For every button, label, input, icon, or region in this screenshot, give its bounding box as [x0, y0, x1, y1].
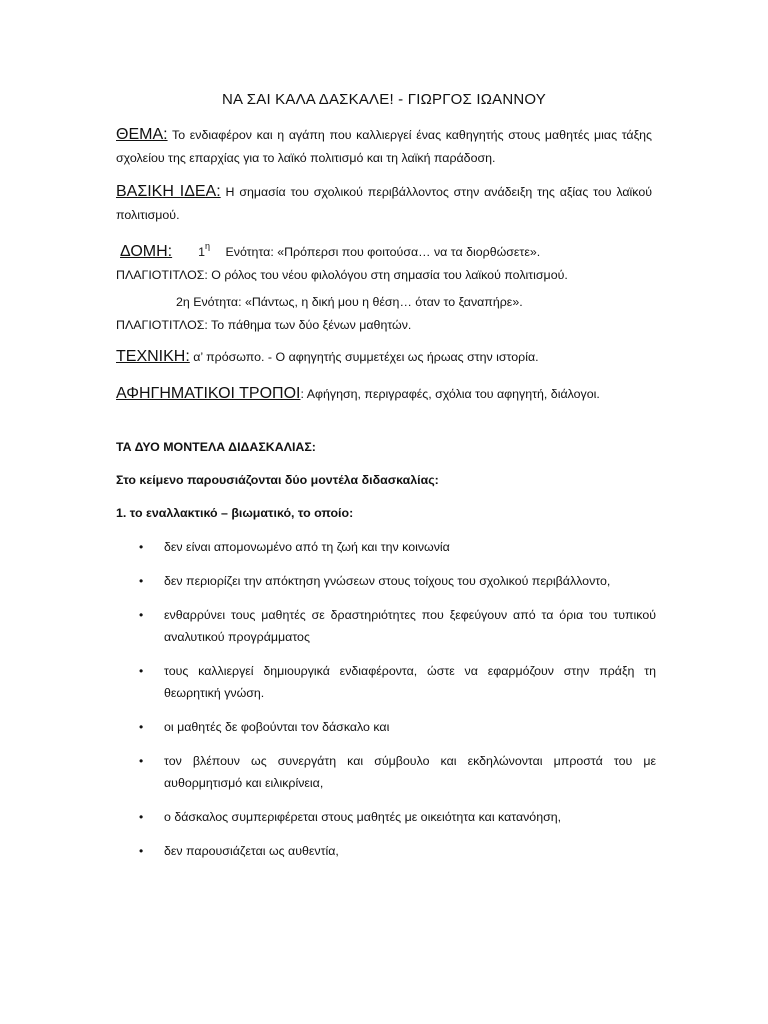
bullet-dot-icon: •	[139, 754, 144, 768]
vasiki-idea-text: Η σημασία του σχολικού περιβάλλοντος στην ανάδειξη της αξίας του λαϊκού πολιτισμού.	[116, 185, 652, 222]
afigimatikoi-paragraph	[116, 382, 652, 406]
list-item: • δεν περιορίζει την απόκτηση γνώσεων στους τοίχους του σχολικού περιβάλλοντο,	[136, 570, 656, 592]
thema-paragraph	[116, 123, 652, 170]
document-title: ΝΑ ΣΑΙ ΚΑΛΑ ΔΑΣΚΑΛΕ! - ΓΙΩΡΓΟΣ ΙΩΑΝΝΟΥ	[221, 91, 547, 108]
thema-text: Το ενδιαφέρον και η αγάπη που καλλιεργεί ένας καθηγητής στους μαθητές μιας τάξης σχολείου της επαρχίας για το λαϊκό πολιτισμό και τη λαϊκή παράδοση.	[116, 128, 652, 165]
afigimatikoi-text: Αφήγηση, περιγραφές, σχόλια του αφηγητή, διάλογοι.	[303, 387, 600, 401]
bullet-dot-icon: •	[139, 540, 144, 554]
model1-bullet-list	[136, 536, 656, 862]
texniki-text: α’ πρόσωπο. - Ο αφηγητής συμμετέχει ως ήρωας στην ιστορία.	[189, 350, 539, 364]
domi-paragraph	[116, 235, 652, 287]
domi-unit1-plagiotitlos: ΠΛΑΓΙΟΤΙΤΛΟΣ: Ο ρόλος του νέου φιλολόγου στη σημασία του λαϊκού πολιτισμού.	[116, 268, 568, 282]
section-heading: ΤΑ ΔΥΟ ΜΟΝΤΕΛΑ ΔΙΔΑΣΚΑΛΙΑΣ:	[116, 440, 316, 454]
domi-unit1-text: Ενότητα: «Πρόπερσι που φοιτούσα… να τα διορθώσετε».	[222, 245, 541, 259]
intro-line: Στο κείμενο παρουσιάζονται δύο μοντέλα διδασκαλίας:	[116, 473, 439, 487]
list-item: • οι μαθητές δε φοβούνται τον δάσκαλο και	[136, 716, 656, 738]
bullet-dot-icon: •	[139, 844, 144, 858]
bullet-dot-icon: •	[139, 720, 144, 734]
list-item: • δεν παρουσιάζεται ως αυθεντία,	[136, 840, 656, 862]
texniki-paragraph	[116, 345, 652, 369]
domi-unit1-superscript: η	[205, 241, 211, 251]
bullet-dot-icon: •	[139, 810, 144, 824]
thema-label: ΘΕΜΑ:	[116, 126, 168, 143]
domi-unit2-plagiotitlos: ΠΛΑΓΙΟΤΙΤΛΟΣ: Το πάθημα των δύο ξένων μαθητών.	[116, 318, 412, 332]
list-item: • ο δάσκαλος συμπεριφέρεται στους μαθητές με οικειότητα και κατανόηση,	[136, 806, 656, 828]
afigimatikoi-colon: :	[300, 387, 304, 401]
model1-heading: 1. το εναλλακτικό – βιωματικό, το οποίο:	[116, 506, 354, 520]
bullet-dot-icon: •	[139, 574, 144, 588]
domi-unit2-text: 2η Ενότητα: «Πάντως, η δική μου η θέση… όταν το ξαναπήρε».	[176, 295, 523, 309]
vasiki-idea-paragraph	[116, 180, 652, 227]
vasiki-idea-label: ΒΑΣΙΚΗ ΙΔΕΑ:	[116, 183, 221, 200]
bullet-dot-icon: •	[139, 664, 144, 678]
texniki-label: ΤΕΧΝΙΚΗ:	[116, 348, 190, 365]
domi-label: ΔΟΜΗ:	[120, 243, 173, 260]
list-item: • δεν είναι απομονωμένο από τη ζωή και την κοινωνία	[136, 536, 656, 558]
domi-unit1-number: 1	[198, 245, 206, 259]
bullet-dot-icon: •	[139, 608, 144, 622]
list-item: • ενθαρρύνει τους μαθητές σε δραστηριότητες που ξεφεύγουν από τα όρια του τυπικού αναλυτικού προγράμματος	[136, 604, 656, 648]
list-item: • τους καλλιεργεί δημιουργικά ενδιαφέροντα, ώστε να εφαρμόζουν στην πράξη τη θεωρητική γνώση.	[136, 660, 656, 704]
domi-unit2-paragraph	[116, 291, 652, 337]
list-item: • τον βλέπουν ως συνεργάτη και σύμβουλο και εκδηλώνονται μπροστά του με αυθορμητισμό και ειλικρίνεια,	[136, 750, 656, 794]
afigimatikoi-label: ΑΦΗΓΗΜΑΤΙΚΟΙ ΤΡΟΠΟΙ	[116, 385, 301, 402]
